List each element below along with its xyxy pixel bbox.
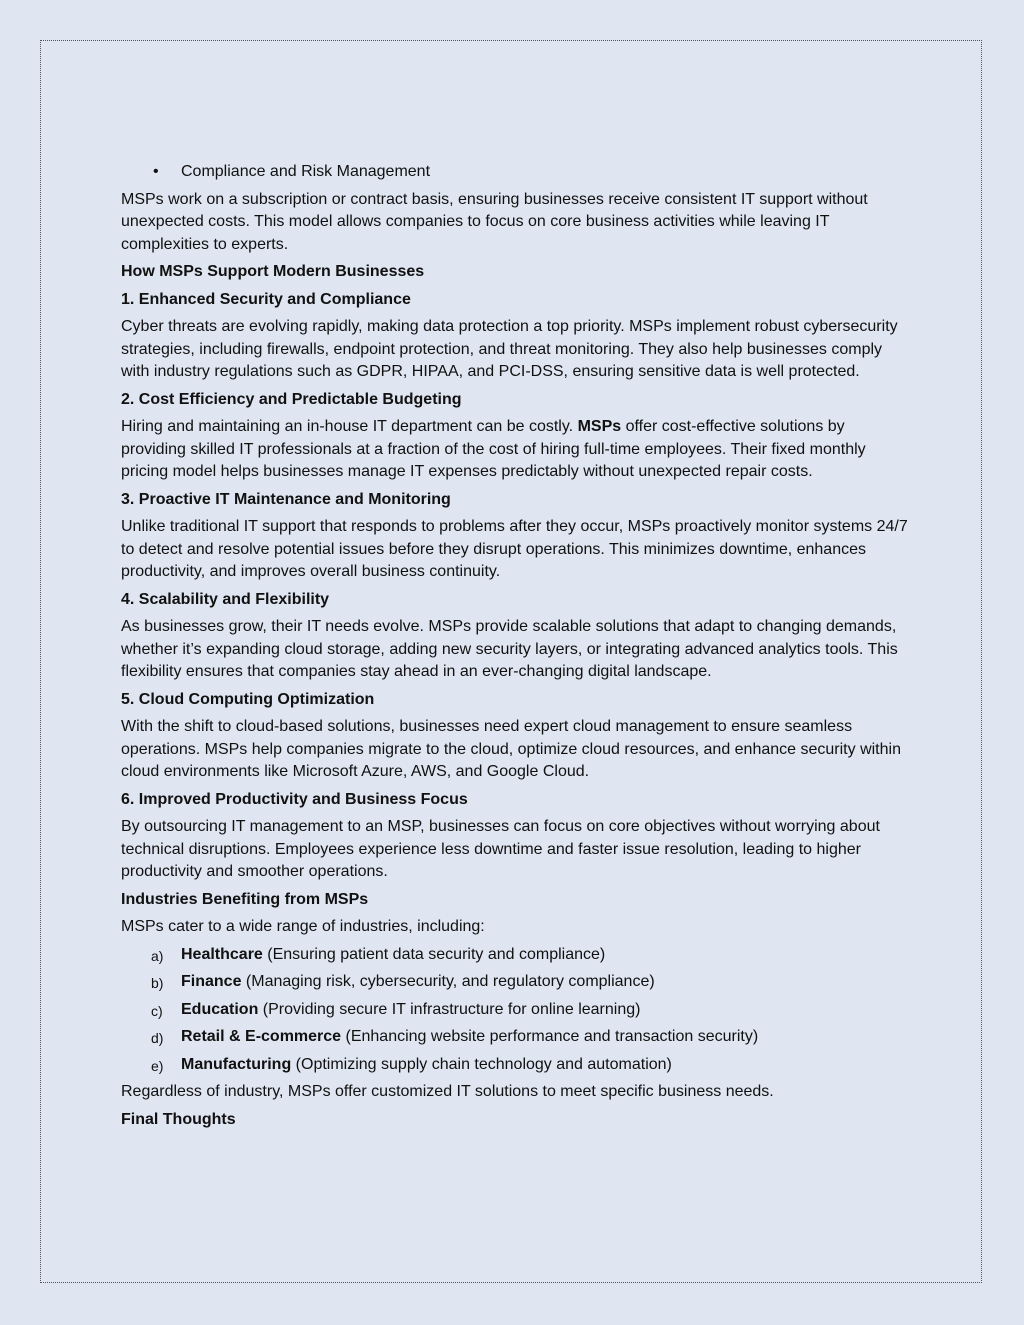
section-4-heading: 4. Scalability and Flexibility [121,590,330,608]
list-marker: b) [151,975,164,991]
industry-desc: (Providing secure IT infrastructure for online learning) [258,1000,641,1018]
intro-paragraph: MSPs work on a subscription or contract basis, ensuring businesses receive consistent IT support without unexpected costs. This model allows companies to focus on core business activities while leaving IT complexities to experts. [121,190,868,253]
section-6-heading: 6. Improved Productivity and Business Focus [121,790,468,808]
section-1-heading: 1. Enhanced Security and Compliance [121,290,411,308]
list-item [121,999,911,1022]
section-1-body: Cyber threats are evolving rapidly, making data protection a top priority. MSPs implement robust cybersecurity strategies, including firewalls, endpoint protection, and threat monitoring. They also help businesses comply with industry regulations such as GDPR, HIPAA, and PCI-DSS, ensuring sensitive data is well protected. [121,318,898,380]
list-item [121,971,911,994]
industry-name: Manufacturing [181,1055,292,1073]
list-item [121,944,911,967]
document-page [40,40,982,1283]
section-6-body: By outsourcing IT management to an MSP, businesses can focus on core objectives without worrying about technical disruptions. Employees experience less downtime and faster issue resolution, leading to higher productivity and smoother operations. [121,818,880,880]
section-5-heading: 5. Cloud Computing Optimization [121,690,375,708]
section-2-body-post: offer cost-effective solutions by providing skilled IT professionals at a fraction of the cost of hiring full-time employees. Their fixed monthly pricing model helps businesses manage IT expenses predictably without unexpected repair costs. [121,418,866,480]
industries-intro: MSPs cater to a wide range of industries, including: [121,918,485,935]
section-5-body: With the shift to cloud-based solutions, businesses need expert cloud management to ensure seamless operations. MSPs help companies migrate to the cloud, optimize cloud resources, and enhance security within cloud environments like Microsoft Azure, AWS, and Google Cloud. [121,718,901,780]
section-2-body-bold: MSPs [577,418,622,435]
industries-outro: Regardless of industry, MSPs offer customized IT solutions to meet specific business needs. [121,1083,774,1100]
heading-support: How MSPs Support Modern Businesses [121,263,425,280]
heading-final-thoughts: Final Thoughts [121,1110,236,1128]
bullet-dot-icon: • [153,163,159,180]
industry-desc: (Managing risk, cybersecurity, and regulatory compliance) [241,973,655,990]
industry-desc: (Enhancing website performance and transaction security) [341,1028,759,1045]
document-content [121,161,911,1136]
bullet-item [121,161,911,184]
industry-desc: (Ensuring patient data security and compliance) [262,945,606,963]
bullet-item-text: Compliance and Risk Management [181,163,431,180]
heading-industries: Industries Benefiting from MSPs [121,890,369,908]
list-item [121,1026,911,1049]
section-3-body: Unlike traditional IT support that responds to problems after they occur, MSPs proactively monitor systems 24/7 to detect and resolve potential issues before they disrupt operations. This minimizes downtime, enhances productivity, and improves overall business continuity. [121,518,908,580]
industry-name: Healthcare [181,945,263,963]
industry-name: Education [181,1000,259,1018]
section-4-body: As businesses grow, their IT needs evolve. MSPs provide scalable solutions that adapt to changing demands, whether it’s expanding cloud storage, adding new security layers, or integrating advanced analytics tools. This flexibility ensures that companies stay ahead in an ever-changing digital landscape. [121,618,898,680]
section-2-heading: 2. Cost Efficiency and Predictable Budgeting [121,390,462,408]
list-marker: d) [151,1030,164,1046]
section-2-body-pre: Hiring and maintaining an in-house IT department can be costly. [121,418,578,435]
section-3-heading: 3. Proactive IT Maintenance and Monitoring [121,490,451,508]
list-marker: e) [151,1057,164,1074]
industry-desc: (Optimizing supply chain technology and automation) [291,1055,672,1073]
section-2-body [121,416,911,484]
industry-name: Retail & E-commerce [181,1028,342,1045]
list-marker: a) [151,947,164,964]
list-item [121,1054,911,1077]
list-marker: c) [151,1002,163,1019]
industry-name: Finance [181,973,242,990]
